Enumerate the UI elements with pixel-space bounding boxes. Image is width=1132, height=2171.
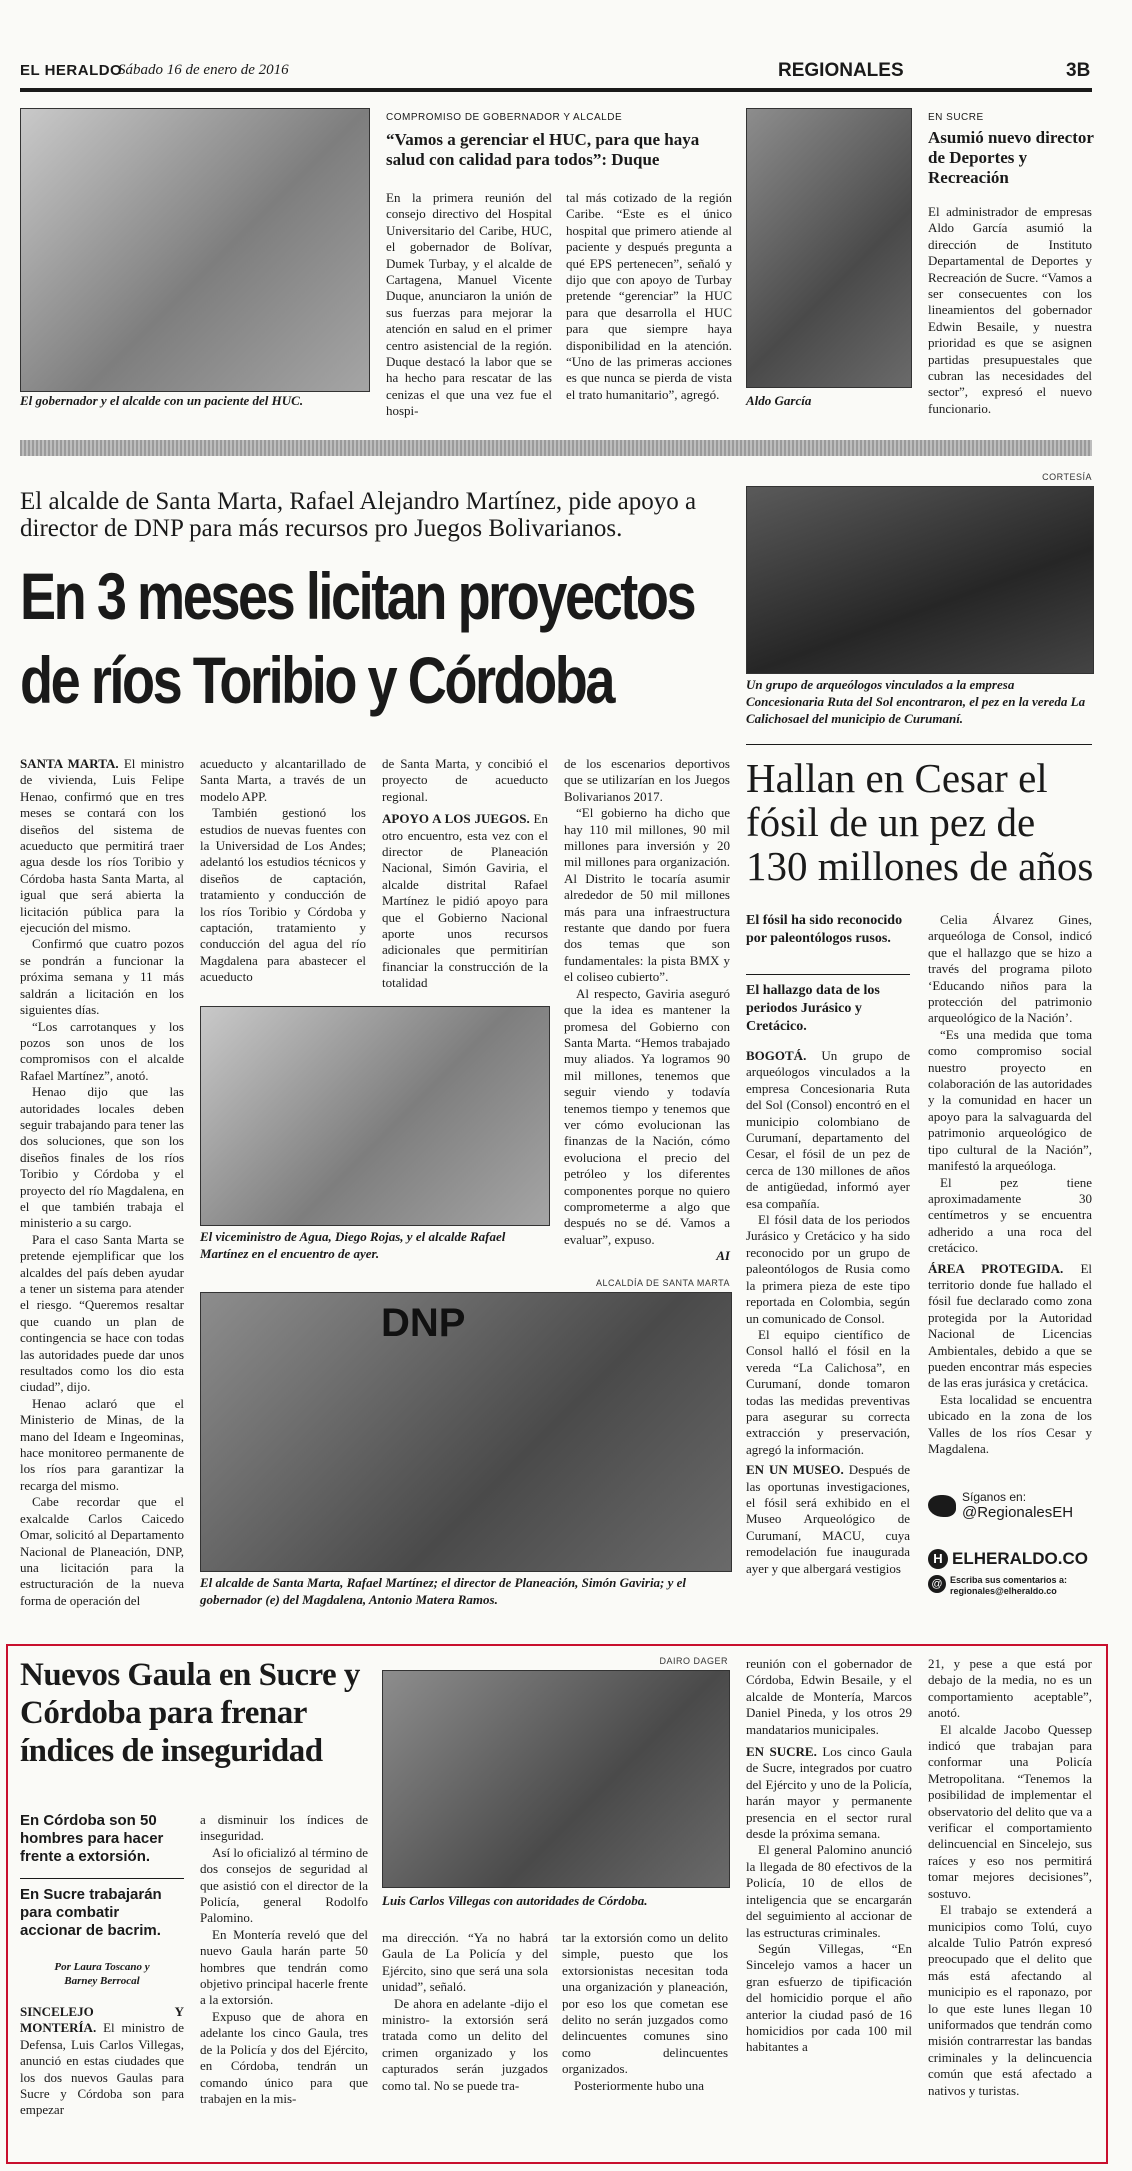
dateline: SANTA MARTA.	[20, 756, 119, 771]
comments-label: Escriba sus comentarios a:	[950, 1575, 1068, 1585]
twitter-icon	[928, 1495, 956, 1517]
sm-col1-p2: Confirmó que cuatro pozos se pondrán a funcionar la próxima semana y 11 más saldrán a licitación en los siguientes días.	[20, 936, 184, 1018]
fossil-col2-p5: Esta localidad se encuentra ubicado en la zona de los Valles de los ríos Cesar y Magdalena.	[928, 1391, 1092, 1456]
viceministro-photo	[200, 1006, 550, 1226]
santa-marta-headline-line1: En 3 meses licitan proyectos	[20, 559, 695, 633]
byline-line2: Barney Berrocal	[64, 1975, 140, 1987]
viceministro-caption: El viceministro de Agua, Diego Rojas, y el alcalde Rafael Martínez en el encuentro de ayer.	[200, 1229, 506, 1261]
subhead-apoyo-juegos: APOYO A LOS JUEGOS.	[382, 811, 530, 827]
email-icon: @	[928, 1575, 946, 1593]
gaula-col5-p2: Los cinco Gaula de Sucre, integrados por cuatro del Ejército y uno de la Policía, harán mayor y permanente presencia en el sector rural desde la próxima semana.	[746, 1744, 912, 1842]
santa-marta-column-1	[20, 756, 184, 1609]
follow-label: Síganos en:	[962, 1490, 1027, 1504]
fossil-summary-divider	[746, 974, 910, 975]
gaula-col3-p2: De ahora en adelante -dijo el ministro- la extorsión será tratada como un delito del crimen organizado y los capturados serán juzgados como tal. No se puede tra-	[382, 1995, 548, 2093]
masthead-brand: EL HERALDO	[20, 62, 123, 79]
santa-marta-headline-line2: de ríos Toribio y Córdoba	[20, 643, 613, 717]
fossil-col1-p2: El fósil data de los periodos Jurásico y Cretácico y ha sido reconocido por un grupo de paleontólogos de Rusia como la primera pieza de este tipo reportada en Colombia, según un comunicado de Consol.	[746, 1212, 910, 1326]
huc-photo	[20, 108, 370, 392]
fossil-col1-p1: Un grupo de arqueólogos vinculados a la empresa Concesionaria Ruta del Sol (Consol) encontró en el municipio colombiano de Curumaní, departamento del Cesar, el fósil de un pez de cerca de 130 millones de años de antigüedad, informó ayer esa compañía.	[746, 1048, 910, 1211]
fossil-column-2	[928, 912, 1092, 1457]
santa-marta-deck: El alcalde de Santa Marta, Rafael Alejandro Martínez, pide apoyo a director de DNP para más recursos pro Juegos Bolivarianos.	[20, 488, 697, 542]
gaula-col4-p2: Posteriormente hubo una	[574, 2077, 704, 2093]
gaula-col2-p4: Expuso que de ahora en adelante los cinco Gaula, tres de la Policía y dos del Ejército, en Córdoba, tendrán un comando único para que trabajen en la mis-	[200, 2008, 368, 2106]
subhead-en-sucre: EN SUCRE.	[746, 1744, 817, 1760]
gaula-col2-p2: Así lo oficializó al término de dos consejos de seguridad al que asistió con el director de la Policía, general Rodolfo Palomino.	[200, 1844, 368, 1926]
section-title: REGIONALES	[778, 60, 904, 81]
dnp-photo-caption: El alcalde de Santa Marta, Rafael Martínez; el director de Planeación, Simón Gaviria; y el gobernador (e) del Magdalena, Antonio Matera Ramos.	[200, 1575, 687, 1607]
gaula-column-3	[382, 1930, 548, 2094]
gaula-col5-p1: reunión con el gobernador de Córdoba, Edwin Besaile, y el alcalde de Montería, Marcos Daniel Pineda, y los otros 29 mandatarios municipales.	[746, 1656, 912, 1737]
huc-column-1	[386, 190, 552, 420]
social-box	[928, 1490, 1092, 1597]
page-number: 3B	[1066, 60, 1091, 81]
fossil-col2-p4: El territorio donde fue hallado el fósil fue declarado como zona protegida por la Autoridad Nacional de Licencias Ambientales, debido a que se pueden encontrar más especies de las eras jurásica y cretácica.	[928, 1260, 1092, 1391]
fossil-col2-p1: Celia Álvarez Gines, arqueóloga de Consol, indicó que el hallazgo que se hizo a través del programa piloto ‘Educando niños para la protección del patrimonio arqueológico de la Nación’.	[928, 912, 1092, 1026]
subhead-museo: EN UN MUSEO.	[746, 1462, 844, 1478]
gaula-col6-p3: El trabajo se extenderá a municipios como Tolú, cuyo alcalde Tulio Patrón expresó preocupado que el delito que más está afectando al municipio es el raponazo, por lo que este lunes llegan 10 uniformados que tendrán como misión contrarrestar las bandas criminales y la delincuencia común que está afectado a nativos y turistas.	[928, 1902, 1092, 2098]
sm-col1-p7: Cabe recordar que el exalcalde Carlos Caicedo Omar, solicitó al Departamento Nacional de Planeación, DNP, una licitación para la estructuración de la nueva forma de operación del	[20, 1494, 184, 1608]
huc-column-2	[566, 190, 732, 403]
dnp-meeting-photo	[200, 1292, 732, 1572]
issue-date: Sábado 16 de enero de 2016	[118, 62, 289, 78]
fossil-summary-1: El fósil ha sido reconocido por paleontólogos rusos.	[746, 913, 903, 946]
fossil-photo-caption: Un grupo de arqueólogos vinculados a la empresa Concesionaria Ruta del Sol encontraron, el pez en la vereda La Calichosael del municipio de Curumaní.	[746, 677, 1086, 726]
huc-photo-caption: El gobernador y el alcalde con un paciente del HUC.	[20, 393, 304, 408]
fossil-col1-p3: El equipo científico de Consol halló el fósil en la vereda “La Calichosa”, en Curumaní, donde tomaron todas las medidas preventivas para asegurar su correcta extracción y preservación, agregó la información.	[746, 1326, 910, 1457]
sm-col3-p1: de Santa Marta, y concibió el proyecto de acueducto regional.	[382, 756, 548, 804]
sucre-kicker: EN SUCRE	[928, 112, 984, 123]
huc-col2-text: tal más cotizado de la región Caribe. “Este es el único hospital que primero atiende al paciente y después pregunta a qué EPS pertenecen”, señaló y dijo que con apoyo de Turbay pretende “gerenciar” la HUC para que desarrolla el HUC para que siempre haya disponibilidad en la atención. “Uno de las primeras acciones es que nunca se pierda de vista el trato humanitario”, agregó.	[566, 190, 732, 402]
header-rule	[20, 88, 1092, 92]
fossil-col2-p3: El pez tiene aproximadamente 30 centímetros y se encuentra adherido a una roca del cretácico.	[928, 1174, 1092, 1256]
sm-col4-p2: “El gobierno ha dicho que hay 110 mil millones, 90 mil millones para inversión y 20 mil millones para organización. Al Distrito le tocaría asumir alrededor de 50 mil millones más para una infraestructura restante que dando por fuera dos temas que son fundamentales: la pista BMX y el coliseo cubierto”.	[564, 805, 730, 985]
aldo-garcia-caption: Aldo García	[746, 393, 812, 408]
sm-col4-p1: de los escenarios deportivos que se utilizarían en los Juegos Bolivarianos 2017.	[564, 756, 730, 804]
sucre-title: Asumió nuevo director de Deportes y Recreación	[928, 128, 1094, 187]
fossil-photo	[746, 486, 1094, 674]
gaula-col3-p1: ma dirección. “Ya no habrá Gaula de La Policía y del Ejército, sino que será una sola unidad”, señaló.	[382, 1930, 548, 1995]
gaula-col5-p4: Según Villegas, “En Sincelejo vamos a hacer un gran esfuerzo de tipificación del homicidio porque el año anterior la ciudad pasó de 16 homicidios por cada 100 mil habitantes a	[746, 1940, 912, 2055]
gaula-headline: Nuevos Gaula en Sucre y Córdoba para frenar índices de inseguridad	[20, 1657, 360, 1769]
sm-col4-p3: Al respecto, Gaviria aseguró que la idea es mantener la promesa del Gobierno con Santa Marta. “Hemos trabajado muy aliados. Ya logramos 90 mil millones, tenemos que seguir viendo y todavía tenemos tiempo y tenemos que ver cómo evolucionan las finanzas de la Nación, cómo evoluciona el precio del petróleo y los diferentes componentes porque no quiero comprometerme a algo que después no se dé. Vamos a evaluar”, expuso.	[564, 985, 730, 1247]
byline-line1: Por Laura Toscano y	[54, 1961, 150, 1973]
aldo-garcia-photo	[746, 108, 912, 388]
fossil-headline: Hallan en Cesar el fósil de un pez de 130 millones de años	[746, 755, 1094, 889]
gaula-col6-p2: El alcalde Jacobo Quessep indicó que trabajan para conformar una Policía Metropolitana. “Tenemos la posibilidad de implementar el observatorio del delito que va a verificar el comportamiento delincuencial en Sincelejo, sus raíces y eso nos permitirá tomar mejores decisiones”, sostuvo.	[928, 1721, 1092, 1901]
gaula-column-1	[20, 2004, 184, 2119]
website-link[interactable]: ELHERALDO.CO	[952, 1549, 1088, 1568]
fossil-col2-p2: “Es una medida que toma como compromiso social nuestro proyecto en colaboración de las autoridades y la comunidad en hacer un apoyo para la salvaguarda del patrimonio arqueológico de tipo cultural de la Nación”, manifestó la arqueóloga.	[928, 1026, 1092, 1174]
sucre-body	[928, 204, 1092, 417]
villegas-meeting-photo	[382, 1670, 730, 1888]
gaula-summary-1: En Córdoba son 50 hombres para hacer frente a extorsión.	[20, 1812, 164, 1865]
gaula-col4-p1: tar la extorsión como un delito simple, puesto que los extorsionistas necesitan toda una organización y planeación, por eso los que cometan ese delito no serán juzgados como delincuentes comunes sino como delincuentes organizados.	[562, 1930, 728, 2077]
sm-col1-p4: Henao dijo que las autoridades locales deben seguir trabajando para tener las dos soluciones, que son los diseños finales de los ríos Toribio y Córdoba y el proyecto del río Magdalena, en el que también trabaja el ministerio a su cargo.	[20, 1084, 184, 1231]
huc-title: “Vamos a gerenciar el HUC, para que haya salud con calidad para todos”: Duque	[386, 130, 700, 169]
santa-marta-column-4	[564, 756, 730, 1265]
gaula-col6-p1: 21, y pese a que está por debajo de la media, no es un comportamiento aceptable”, anotó.	[928, 1656, 1092, 1721]
gaula-summary-2: En Sucre trabajarán para combatir accionar de bacrim.	[20, 1886, 162, 1939]
sm-col1-p1: El ministro de vivienda, Luis Felipe Henao, confirmó que en tres meses se contará con los diseños del sistema de acueducto que permitirá traer agua desde los ríos Toribio y Córdoba hasta Santa Marta, al igual que será abierta la licitación pública para la ejecución del mismo.	[20, 756, 184, 936]
santa-marta-column-3	[382, 756, 548, 992]
twitter-handle[interactable]: @RegionalesEH	[962, 1504, 1074, 1521]
sm-col1-p6: Henao aclaró que el Ministerio de Minas, de la mano del Ideam e Ingeominas, hace monitoreo permanente de los ríos para garantizar la recarga del mismo.	[20, 1395, 184, 1493]
sm-signature: AI	[716, 1248, 730, 1264]
sm-col2-p2: También gestionó los estudios de nuevas fuentes con la Universidad de Los Andes; adelantó los estudios técnicos y diseños de captación, tratamiento y conducción de los ríos Toribio y Córdoba y captación, tratamiento y conducción del agua del río Magdalena para abastecer el acueducto	[200, 805, 366, 985]
sm-col2-p1: acueducto y alcantarillado de Santa Marta, a través de un modelo APP.	[200, 756, 366, 804]
gaula-column-2	[200, 1812, 368, 2107]
dnp-photo-credit: ALCALDÍA DE SANTA MARTA	[595, 1278, 730, 1288]
villegas-photo-caption: Luis Carlos Villegas con autoridades de Córdoba.	[382, 1893, 648, 1908]
section-divider-band	[20, 440, 1092, 456]
gaula-col2-p3: En Montería reveló que del nuevo Gaula harán parte 50 hombres que tendrán como objetivo principal hacerle frente a la extorsión.	[200, 1926, 368, 2008]
gaula-column-6	[928, 1656, 1092, 2099]
gaula-column-5	[746, 1656, 912, 2056]
dateline-bogota: BOGOTÁ.	[746, 1048, 807, 1063]
huc-kicker: COMPROMISO DE GOBERNADOR Y ALCALDE	[386, 112, 623, 123]
santa-marta-column-2	[200, 756, 366, 986]
gaula-col5-p3: El general Palomino anunció la llegada de 80 efectivos de la Policía, 10 de ellos de inteligencia que se encargarán del seguimiento al accionar de las estructuras criminales.	[746, 1842, 912, 1940]
dateline-sincelejo: SINCELEJO Y MONTERÍA.	[20, 2004, 184, 2036]
gaula-photo-credit: DAIRO DAGER	[659, 1656, 728, 1666]
comments-email[interactable]: regionales@elheraldo.co	[950, 1586, 1057, 1596]
sucre-body-text: El administrador de empresas Aldo García asumió la dirección de Instituto Departamental de Deportes y Recreación de Sucre. “Vamos a ser consecuentes con los lineamientos del gobernador Edwin Besaile, y nuestra prioridad es que se asignen partidas presupuestales que cubran las necesidades del sector”, expresó el nuevo funcionario.	[928, 204, 1092, 416]
fossil-col1-p4: Después de las oportunas investigaciones, el fósil será exhibido en el Museo Arqueológico de Curumaní, MACU, cuya remodelación fue inaugurada ayer y que albergará vestigios	[746, 1462, 910, 1576]
sm-col1-p5: Para el caso Santa Marta se pretende ejemplificar que los alcaldes del país deben ayudar a tener un sistema para atender el riesgo. “Queremos resaltar que cuando un plan de contingencia se hace con todas las autoridades puede dar unos resultados como los dio esta ciudad”, dijo.	[20, 1231, 184, 1395]
gaula-col2-p1: a disminuir los índices de inseguridad.	[200, 1812, 368, 1844]
gaula-column-4	[562, 1930, 728, 2094]
fossil-rule	[746, 744, 1092, 745]
huc-col1-text: En la primera reunión del consejo directivo del Hospital Universitario del Caribe, HUC, el gobernador de Bolívar, Dumek Turbay, y el alcalde de Cartagena, Manuel Vicente Duque, anunciaron la unión de sus fuerzas para mejorar la atención en salud en el primer centro asistencial de la región. Duque destacó la labor que se ha hecho para rescatar de las cenizas el que una vez fue el hospi-	[386, 190, 552, 419]
fossil-summary-2: El hallazgo data de los periodos Jurásico y Cretácico.	[746, 983, 880, 1034]
fossil-column-1	[746, 1048, 910, 1577]
fossil-photo-credit: CORTESÍA	[1042, 472, 1092, 482]
subhead-area-protegida: ÁREA PROTEGIDA.	[928, 1260, 1064, 1276]
dnp-banner-logo: DNP	[381, 1301, 466, 1345]
gaula-byline	[20, 1960, 184, 1988]
gaula-summary-divider	[20, 1878, 184, 1879]
heraldo-h-icon: H	[928, 1549, 948, 1569]
sm-col3-p2: En otro encuentro, esta vez con el director de Planeación Nacional, Simón Gaviria, el alcalde distrital Rafael Martínez le pidió apoyo para que el Gobierno Nacional aporte unos recursos adicionales que permitirían financiar la construcción de la totalidad	[382, 811, 548, 991]
sm-col1-p3: “Los carrotanques y los pozos son unos de los compromisos con el alcalde Rafael Martínez”, anotó.	[20, 1018, 184, 1083]
gaula-col1-p1: El ministro de Defensa, Luis Carlos Villegas, anunció en estas ciudades que los dos nuevos Gaulas para Sucre y Córdoba son para empezar	[20, 2020, 184, 2118]
